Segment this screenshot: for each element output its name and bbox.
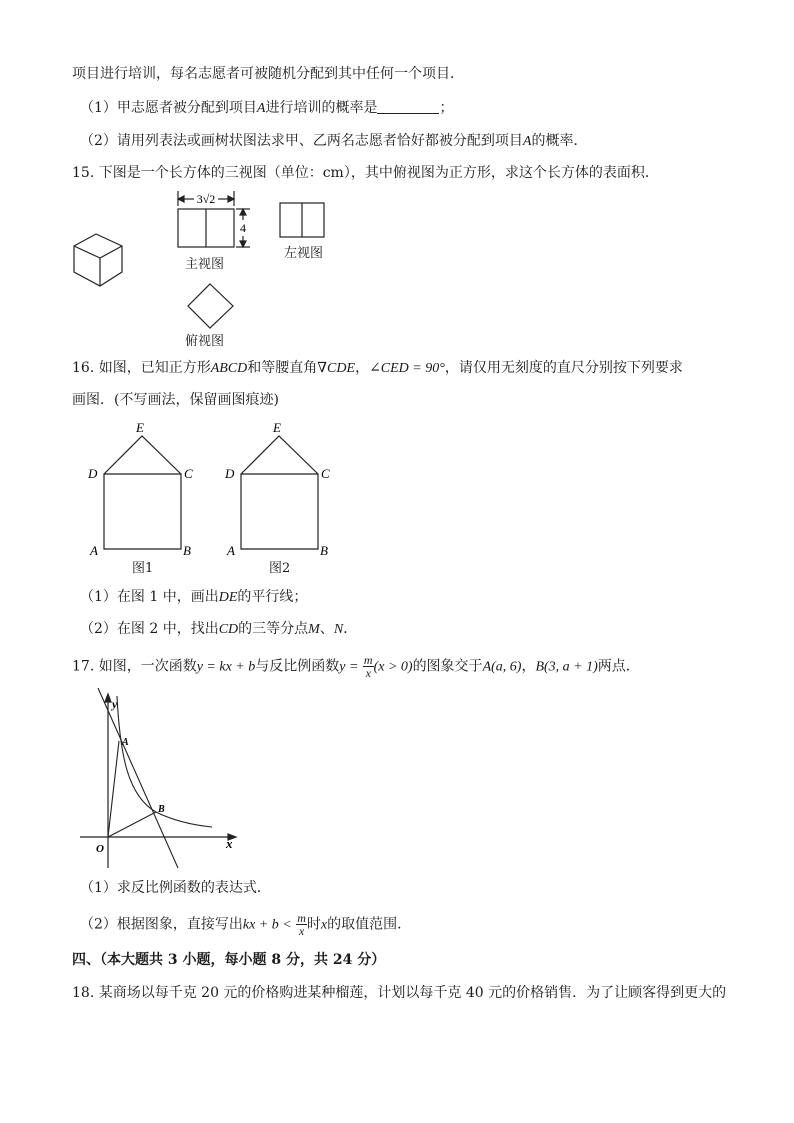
fig2-point-C: C <box>321 466 330 481</box>
front-view-label: 主视图 <box>185 257 225 272</box>
axis-y-label: y <box>112 697 118 711</box>
dim-width: 3√2 <box>196 192 216 206</box>
fig1-point-A: A <box>90 543 98 558</box>
fig1-point-E: E <box>136 420 144 435</box>
top-view-label: 俯视图 <box>185 334 225 349</box>
q17-stem: 17. 如图，一次函数y = kx + b与反比例函数y = $\frac{m}{x}$ (x > 0)的图象交于A(a, 6)，B(3, a + 1)两点． <box>72 653 640 680</box>
fig2-label: 图2 <box>269 561 291 576</box>
top-view <box>188 284 233 328</box>
origin-label: O <box>96 843 104 855</box>
graph-point-B: B <box>158 804 165 815</box>
q14-part1: （1）甲志愿者被分配到项目A进行培训的概率是 ； <box>80 100 454 116</box>
three-view-figure <box>70 188 270 358</box>
axis-x-label: x <box>226 836 233 851</box>
fig1-label: 图1 <box>132 561 154 576</box>
left-view <box>278 200 328 240</box>
q17-part2: （2）根据图象，直接写出kx + b < $\frac{m}{x}$ 时x的取值范围． <box>80 911 412 938</box>
section-4-heading: 四、（本大题共 3 小题，每小题 8 分，共 24 分） <box>72 952 386 968</box>
fig1-point-C: C <box>184 466 193 481</box>
q16-part1: （1）在图 1 中，画出DE的平行线； <box>80 589 308 605</box>
q16-part2: （2）在图 2 中，找出CD的三等分点M、N． <box>80 621 358 637</box>
fig2-point-D: D <box>225 466 235 481</box>
fig2-point-B: B <box>320 543 328 558</box>
figure-1 <box>104 436 181 549</box>
q17-part1: （1）求反比例函数的表达式． <box>80 880 271 896</box>
segment-OA <box>108 741 119 837</box>
q15-stem: 15. 下图是一个长方体的三视图（单位：cm），其中俯视图为正方形，求这个长方体的表面积． <box>72 165 659 181</box>
q16-stem-cont: 画图．(不写画法，保留画图痕迹) <box>72 392 279 408</box>
dim-height: 4 <box>240 221 246 235</box>
fig1-point-B: B <box>183 543 191 558</box>
q14-part2: （2）请用列表法或画树状图法求甲、乙两名志愿者恰好都被分配到项目A的概率． <box>80 133 588 149</box>
graph-point-A: A <box>122 737 129 748</box>
answer-blank[interactable] <box>377 99 439 114</box>
fig1-point-D: D <box>88 466 98 481</box>
square-triangle-figures <box>80 418 350 583</box>
q14-context-line: 项目进行培训，每名志愿者可被随机分配到其中任何一个项目． <box>72 66 464 82</box>
segment-OB <box>108 812 156 837</box>
q16-stem: 16. 如图，已知正方形ABCD和等腰直角∇CDE，∠CED = 90°，请仅用无刻度的直尺分别按下列要求 <box>72 360 683 376</box>
fig2-point-E: E <box>273 420 281 435</box>
figure-2 <box>241 436 318 549</box>
left-view-label: 左视图 <box>284 246 324 261</box>
linear-function-line <box>98 688 178 868</box>
q18-stem: 18. 某商场以每千克 20 元的价格购进某种榴莲，计划以每千克 40 元的价格销售．为了让顾客得到更大的 <box>72 985 727 1001</box>
cuboid-sketch <box>74 234 122 286</box>
function-graph <box>72 686 247 876</box>
fig2-point-A: A <box>227 543 235 558</box>
